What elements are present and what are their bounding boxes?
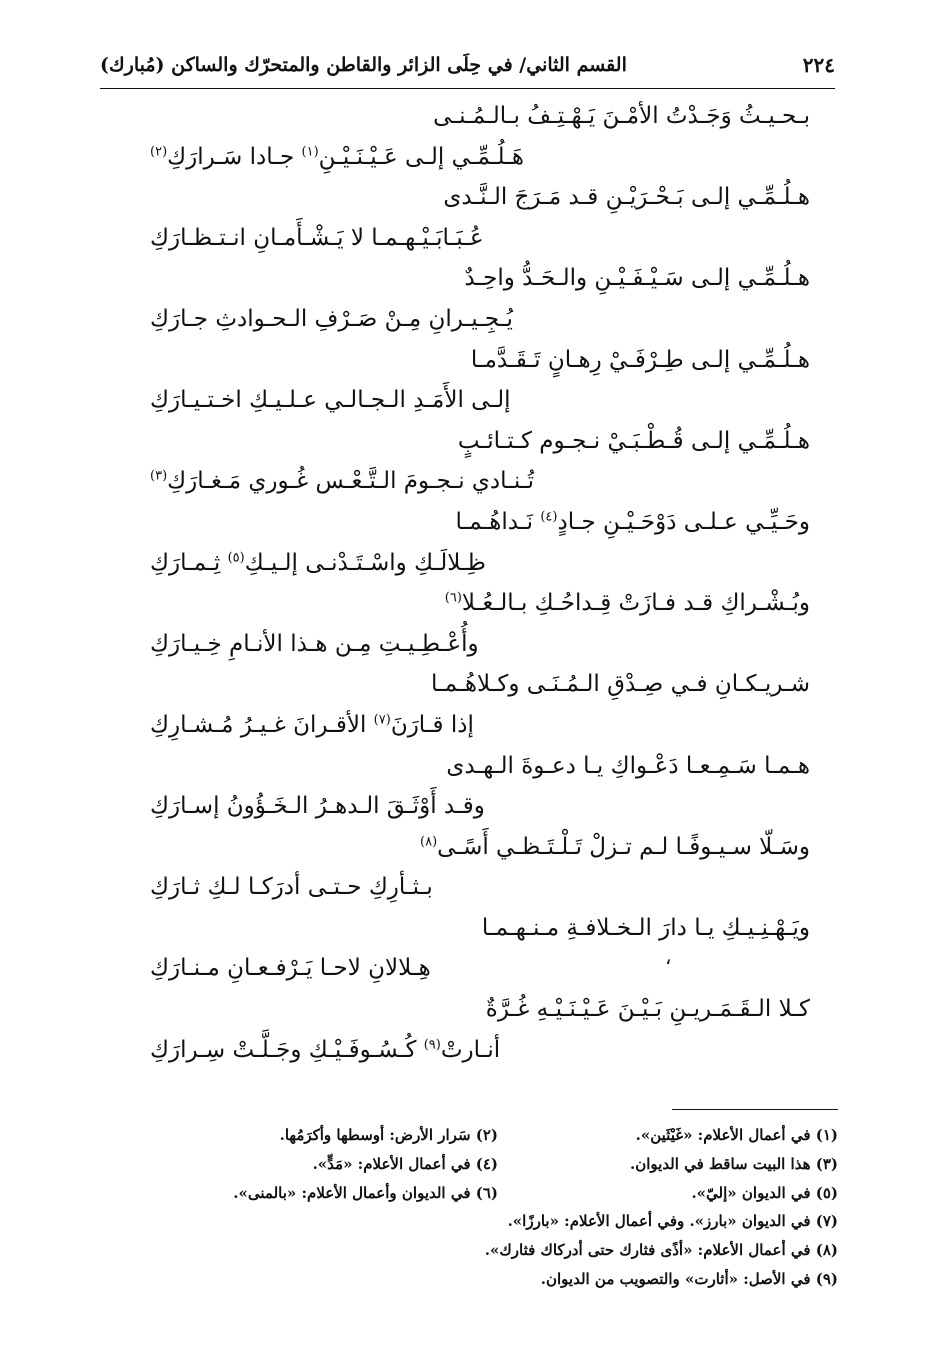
verse-text: هَـلُـمِّـي إلـى عَـيْـنَـيْـنِ: [318, 143, 525, 170]
footnote-row: [130, 1265, 838, 1294]
running-title: القسم الثاني/ في حِلَى الزائر والقاطن والمتحرّك والساكن (مُبارك): [100, 54, 627, 76]
poem-line: [150, 340, 810, 381]
footnote-marker: (٦): [444, 590, 462, 606]
verse-text: وقـد أَوْثَـقَ الـدهـرُ الـخَـؤُونُ إسـارَكِ: [150, 793, 485, 820]
poem-line: [150, 746, 810, 787]
footnote: (٧) في الديوان «بارز». وفي أعمال الأعلام: «بارزًا».: [507, 1212, 838, 1231]
verse-text: وبُـشْـراكِ قـد فـازَتْ قِـداحُـكِ بـالـعُـلا: [461, 590, 810, 617]
footnote: (٩) في الأصل: «أثارت» والتصويب من الديوان.: [540, 1269, 838, 1288]
footnote-marker: (٣): [150, 468, 168, 484]
poem-line: [150, 786, 810, 827]
verse-text: إذا قـارَنَ: [390, 711, 474, 738]
verse-text: هـلُـمِّـي إلـى بَـحْـرَيْـنِ قـد مَـرَجَ الـنَّـدى: [443, 184, 810, 211]
footnote-row: [130, 1179, 838, 1208]
footnote: (١) في أعمال الأعلام: «غَيْثَين».: [635, 1126, 838, 1144]
poem-line: [150, 421, 810, 462]
poem-line: [150, 502, 810, 543]
verse-text: جـادا سَـرارَكِ: [167, 143, 302, 170]
footnotes: [130, 1121, 838, 1294]
stray-mark: ،: [665, 945, 672, 969]
footnote: (٨) في أعمال الأعلام: «أذًى فثارك حتى أدركاك فثارك».: [484, 1241, 838, 1260]
poem-line: [150, 177, 810, 218]
poem-line: [150, 543, 810, 584]
verse-text: وأُعْـطِـيـتِ مِـن هـذا الأنـامِ خِـيـارَكِ: [150, 630, 479, 657]
verse-text: يُـجِـيـرانِ مِـنْ صَـرْفِ الـحـوادثِ جـارَكِ: [150, 305, 513, 332]
poem-line: [150, 867, 810, 908]
footnote-marker: (١): [301, 143, 319, 159]
footnote: (٤) في أعمال الأعلام: «مَدٍّ».: [312, 1154, 498, 1173]
footnote: (٥) في الديوان «إليّ».: [691, 1183, 838, 1202]
poem-line: [150, 827, 810, 868]
footnote-divider: [672, 1109, 838, 1110]
verse-text: وحَـيِّـي عـلـى دَوْحَـيْـنِ جـادٍ: [557, 508, 810, 535]
verse-text: بـثـأرِكِ حـتـى أدرَكـا لـكِ ثـارَكِ: [150, 874, 433, 901]
poem-line: [150, 96, 810, 137]
verse-text: شـريـكـانِ فـي صِـدْقِ الـمُـنَـى وكـلاهُـمـا: [431, 671, 810, 698]
verse-text: كـلا الـقَـمَـريـنِ بَـيْـنَ عَـيْـنَـيْـهِ غُـرَّةٌ: [485, 996, 810, 1023]
verse-text: وسَـلّا سـيـوفًـا لـم تـزلْ تَـلْـتَـظـي أَسًـى: [437, 833, 810, 860]
poem-line: [150, 218, 810, 259]
poem-line: [150, 989, 810, 1030]
poem-line: [150, 258, 810, 299]
verse-text: نَـداهُـمـا: [455, 508, 541, 535]
poem-line: [150, 948, 810, 989]
header-divider: [100, 88, 835, 89]
verse-text: عُـبَـابَـيْـهـمـا لا يَـشْـأَمـانِ انـتـظـارَكِ: [150, 224, 484, 251]
footnote-marker: (٧): [373, 712, 391, 728]
footnote-row: [130, 1236, 838, 1265]
verse-text: تُـنـادي نـجـومَ الـتَّـعْـس غُـوري مَـغـارَكِ: [167, 468, 534, 495]
poem-line: [150, 299, 810, 340]
verse-text: ثِـمـارَكِ: [150, 549, 228, 576]
poem-line: [150, 624, 810, 665]
page-number: ٢٢٤: [802, 53, 835, 77]
verse-text: هـلُـمِّـي إلـى سَـيْـفَـيْـنِ والـحَـدُّ واحِـدٌ: [464, 265, 810, 292]
poem-body: [150, 96, 810, 1070]
footnote: (٣) هذا البيت ساقط في الديوان.: [629, 1154, 838, 1173]
verse-text: الأقـرانَ غـيـرُ مُـشـارِكِ: [150, 711, 374, 738]
verse-text: كُـسُـوفَـيْـكِ وجَـلَّـتْ سِـرارَكِ: [150, 1036, 424, 1063]
footnote-row: [130, 1121, 838, 1150]
footnote: (٢) سَرار الأرض: أوسطها وأكرَمُها.: [279, 1126, 498, 1144]
verse-text: أنـارتْ: [440, 1036, 501, 1063]
footnote-marker: (٢): [150, 143, 168, 159]
verse-text: ظِـلالَـكِ واسْـتَـدْنـى إلـيـكِ: [244, 549, 486, 576]
poem-line: [150, 380, 810, 421]
poem-line: [150, 583, 810, 624]
poem-line: [150, 664, 810, 705]
verse-text: هـلُـمِّـي إلـى قُـطْـبَـيْ نـجـوم كـتـائـبٍ: [457, 427, 810, 454]
poem-line: [150, 137, 810, 178]
poem-line: [150, 1030, 810, 1071]
verse-text: ويَـهْـنِـيـكِ يـا دارَ الـخـلافـةِ مـنـهـمـا: [481, 914, 810, 941]
footnote-marker: (٤): [540, 509, 558, 525]
footnote: (٦) في الديوان وأعمال الأعلام: «بالمنى».: [233, 1183, 498, 1202]
poem-line: [150, 908, 810, 949]
poem-line: [150, 705, 810, 746]
footnote-row: [130, 1150, 838, 1179]
footnote-marker: (٩): [423, 1037, 441, 1052]
poem-line: [150, 461, 810, 502]
page-header: [100, 44, 835, 86]
footnote-marker: (٨): [420, 834, 438, 850]
verse-text: إلـى الأَمَـدِ الـجـالـي عـلـيـكِ اخـتـيـارَكِ: [150, 387, 511, 414]
verse-text: بـحـيـثُ وَجَـدْتُ الأمْـنَ يَـهْـتِـفُ بـالـمُـنـى: [433, 103, 810, 129]
verse-text: هِـلالانِ لاحـا يَـرْفـعـانِ مـنـارَكِ: [150, 955, 431, 982]
footnote-marker: (٥): [227, 549, 245, 565]
verse-text: هـلُـمِّـي إلـى طِـرْفَـيْ رِهـانٍ تَـقَـدَّمـا: [470, 346, 810, 373]
verse-text: هـمـا سَـمِـعـا دَعْـواكِ يـا دعـوةَ الـهـدى: [446, 752, 810, 779]
footnote-row: [130, 1207, 838, 1236]
